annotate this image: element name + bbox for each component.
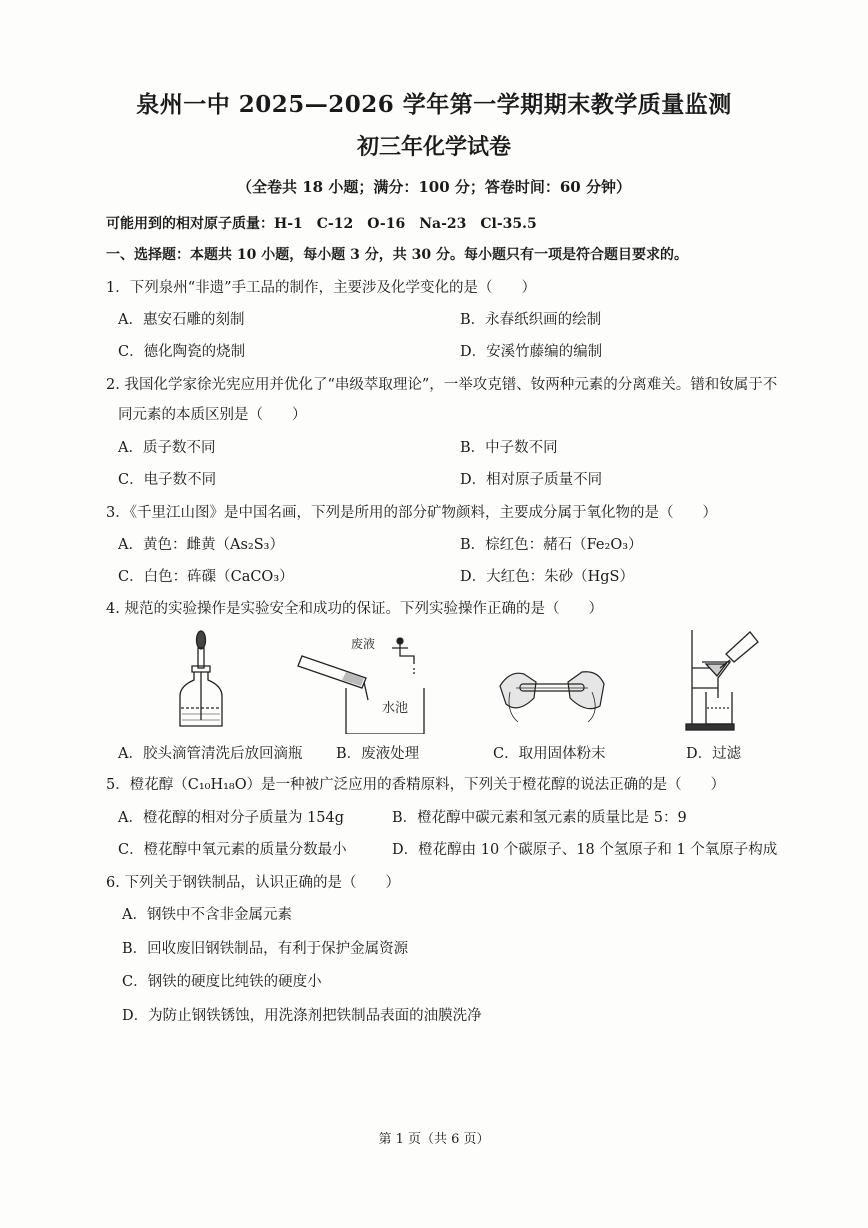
- option-b: B．中子数不同: [460, 440, 558, 456]
- option-b: B．永春纸织画的绘制: [460, 312, 602, 328]
- question-stem-line2: 同元素的本质区别是（ ）: [118, 407, 307, 423]
- option-b: B．橙花醇中碳元素和氢元素的质量比是 5：9: [392, 810, 687, 826]
- option-d: D．为防止钢铁锈蚀，用洗涤剂把铁制品表面的油膜洗净: [122, 1008, 482, 1024]
- exam-subtitle: 初三年化学试卷: [356, 134, 511, 160]
- page-footer: 第 1 页（共 6 页）: [378, 1132, 490, 1147]
- waste-label: 废液: [351, 637, 376, 651]
- option-c: C．德化陶瓷的烧制: [118, 344, 246, 360]
- exam-title: 泉州一中 2025—2026 学年第一学期期末教学质量监测: [136, 91, 732, 118]
- option-c: C．橙花醇中氧元素的质量分数最小: [118, 842, 347, 858]
- question-stem: 1．下列泉州“非遗”手工品的制作，主要涉及化学变化的是（ ）: [106, 280, 537, 296]
- sink-label: 水池: [382, 701, 409, 716]
- question-stem: 4. 规范的实验操作是实验安全和成功的保证。下列实验操作正确的是（ ）: [106, 601, 603, 617]
- option-b: B．回收废旧钢铁制品，有利于保护金属资源: [122, 941, 409, 957]
- waste-disposal-figure: [296, 630, 426, 734]
- option-a: A．质子数不同: [118, 440, 216, 456]
- option-d: D．过滤: [686, 746, 742, 762]
- section-heading: 一、选择题：本题共 10 小题，每小题 3 分，共 30 分。每小题只有一项是符合题目要求的。: [106, 247, 688, 263]
- option-a: A．橙花醇的相对分子质量为 154g: [118, 810, 345, 826]
- question-stem: 3．《千里江山图》是中国名画，下列是所用的部分矿物颜料，主要成分属于氧化物的是（ ）: [106, 505, 717, 521]
- exam-info: （全卷共 18 小题；满分：100 分；答卷时间：60 分钟）: [237, 178, 631, 196]
- question-stem-line1: 2. 我国化学家徐光宪应用并优化了“串级萃取理论”，一举攻克镨、钕两种元素的分离难关。镨和钕属于不: [106, 377, 778, 393]
- option-a: A．胶头滴管清洗后放回滴瓶: [118, 746, 303, 762]
- option-d: D．橙花醇由 10 个碳原子、18 个氢原子和 1 个氧原子构成: [392, 842, 778, 858]
- option-c: C．白色：砗磲（CaCO₃）: [118, 569, 294, 585]
- option-d: D．安溪竹藤编的编制: [460, 344, 603, 360]
- question-stem: 6. 下列关于钢铁制品，认识正确的是（ ）: [106, 875, 400, 891]
- option-c: C．电子数不同: [118, 472, 217, 488]
- option-d: D．相对原子质量不同: [460, 472, 603, 488]
- option-c: C．取用固体粉末: [493, 746, 606, 762]
- powder-transfer-figure: [496, 652, 608, 736]
- option-a: A．惠安石雕的刻制: [118, 312, 245, 328]
- atomic-masses: 可能用到的相对原子质量：H-1 C-12 O-16 Na-23 Cl-35.5: [106, 216, 537, 232]
- option-a: A．黄色：雌黄（As₂S₃）: [118, 537, 284, 553]
- filtration-figure: [684, 624, 760, 734]
- dropper-bottle-figure: [170, 628, 232, 732]
- option-b: B．废液处理: [336, 746, 420, 762]
- option-d: D．大红色：朱砂（HgS）: [460, 569, 634, 585]
- option-a: A．钢铁中不含非金属元素: [122, 907, 292, 923]
- option-c: C．钢铁的硬度比纯铁的硬度小: [122, 974, 322, 990]
- question-stem: 5．橙花醇（C₁₀H₁₈O）是一种被广泛应用的香精原料，下列关于橙花醇的说法正确的是（ ）: [106, 777, 726, 793]
- option-b: B．棕红色：赭石（Fe₂O₃）: [460, 537, 643, 553]
